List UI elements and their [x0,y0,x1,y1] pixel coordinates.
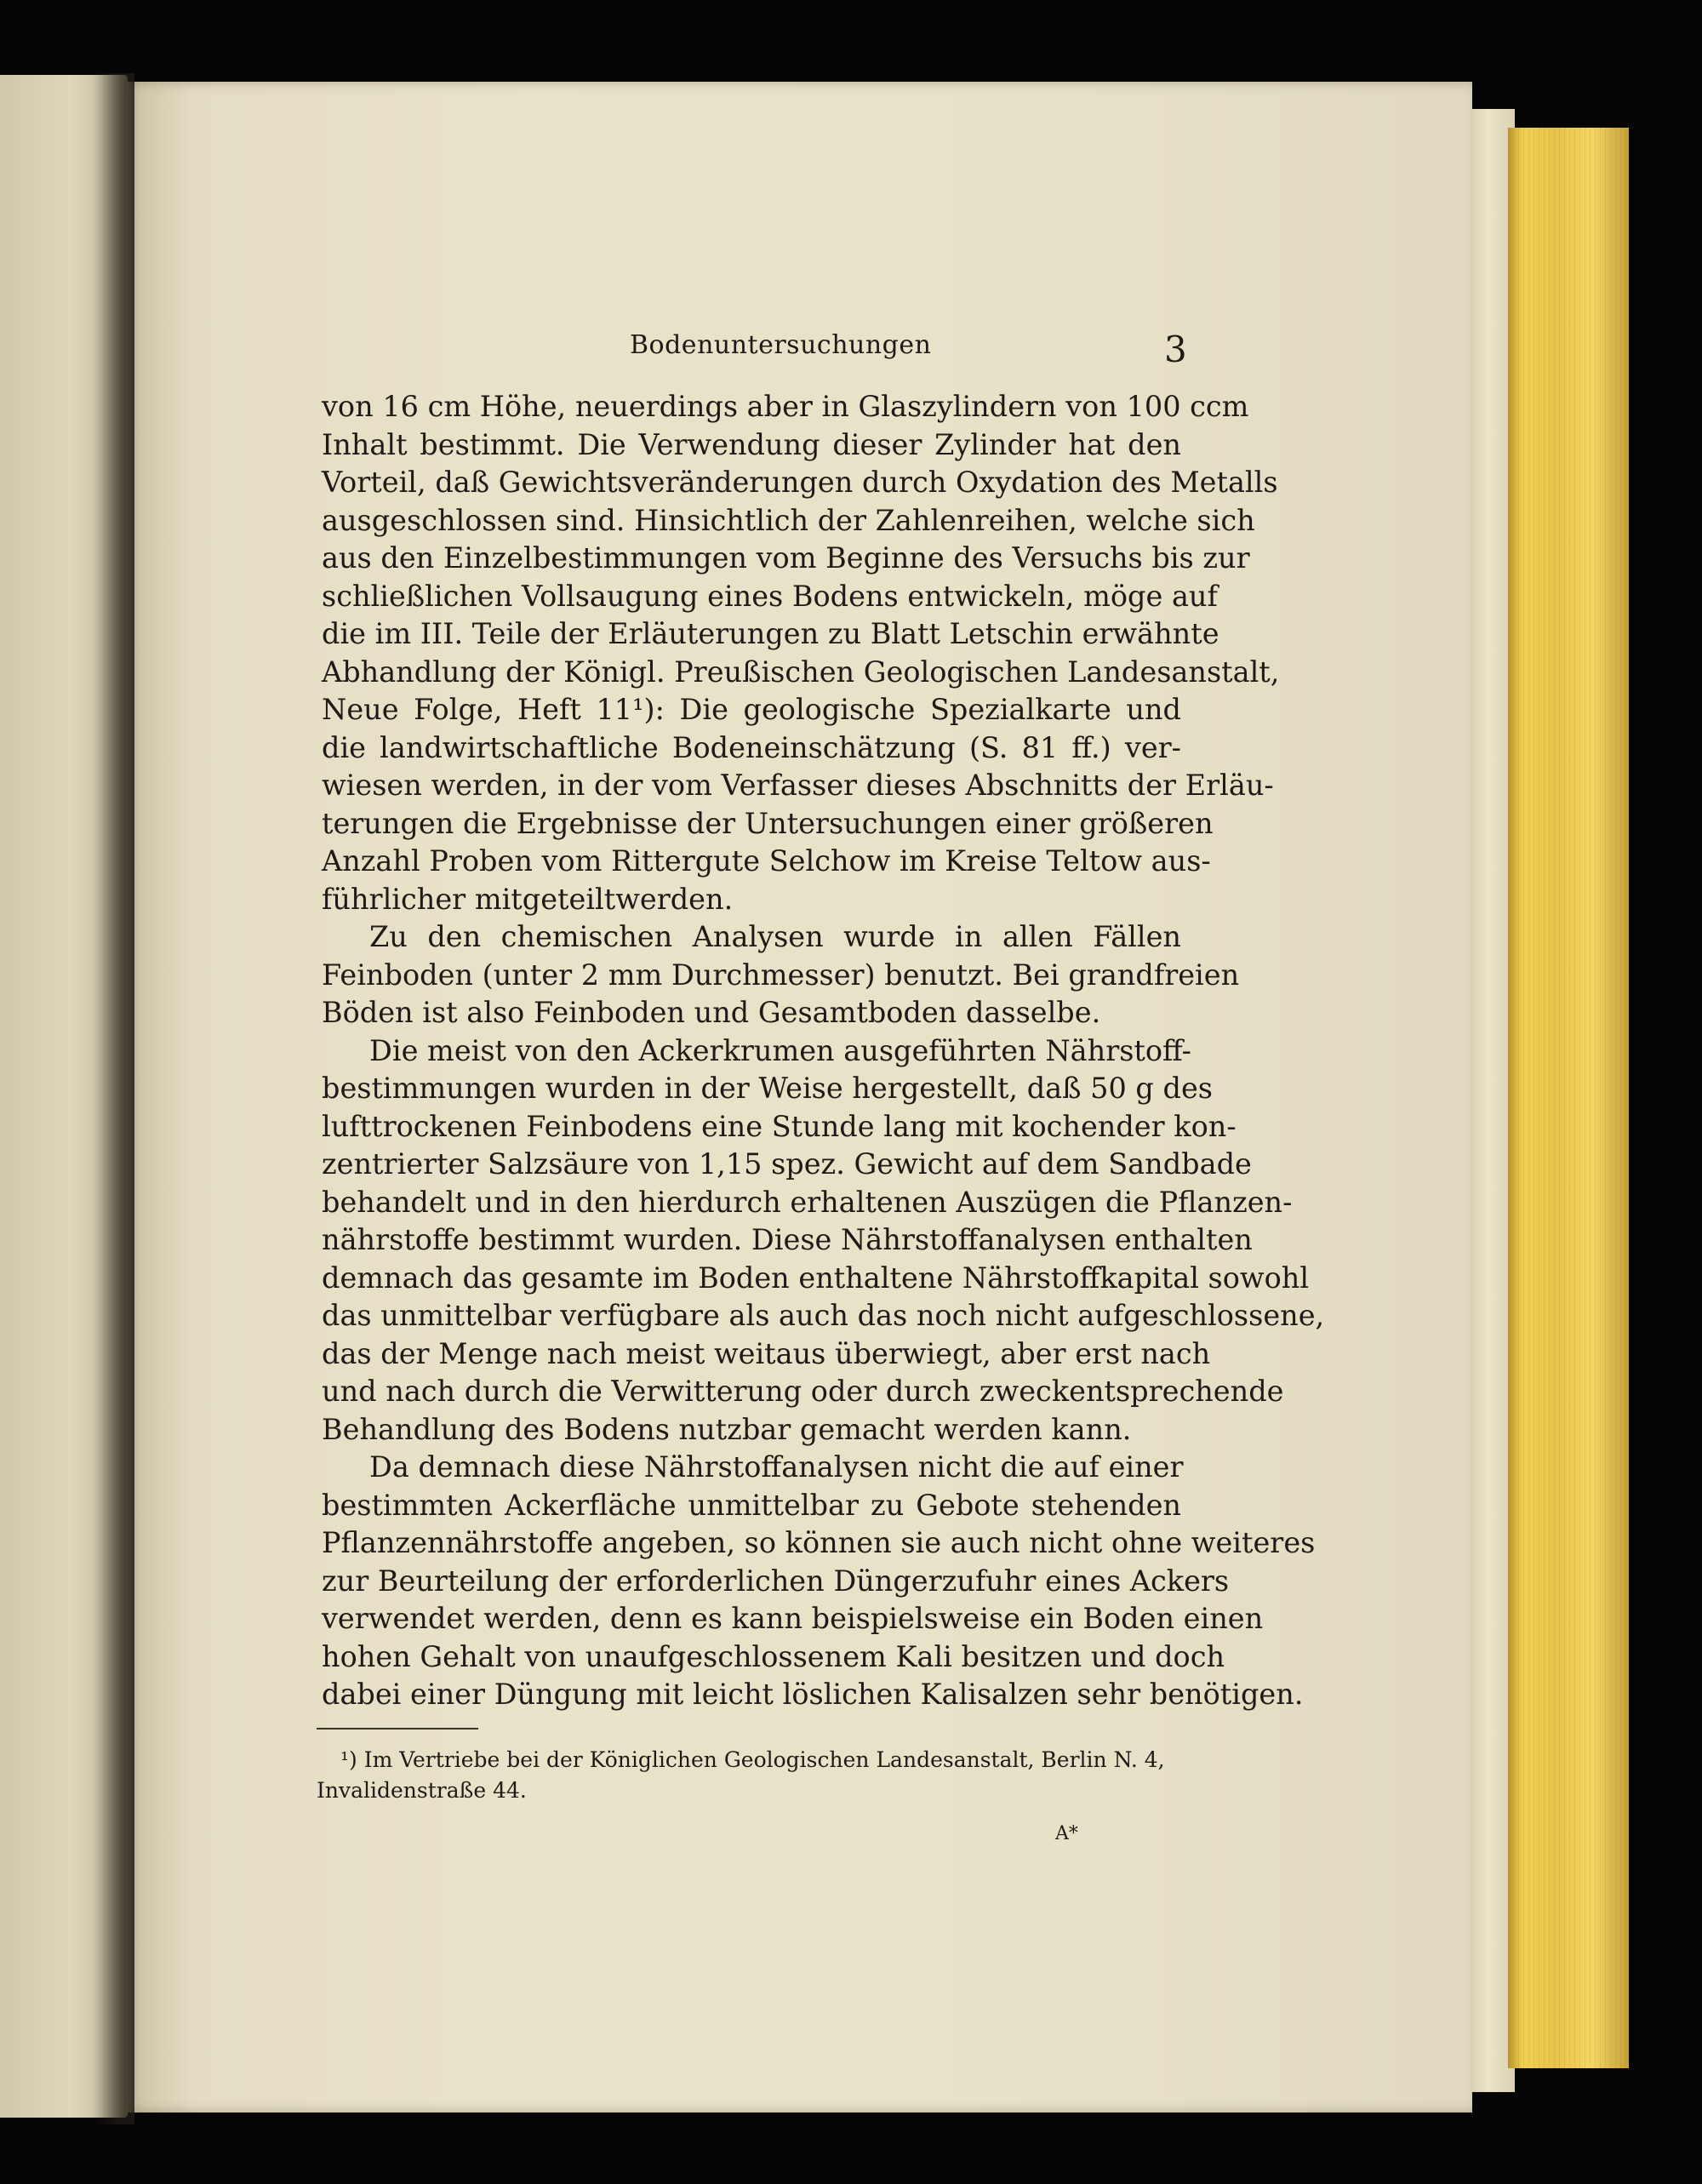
footnote-line: ¹) Im Vertriebe bei der Königlichen Geologischen Landesanstalt, Berlin N. 4, [340,1747,1165,1772]
body-text [322,388,1325,1714]
text-line: zur Beurteilung der erforderlichen Düngerzufuhr eines Ackers [322,1564,1230,1598]
text-line: bestimmten Ackerfläche unmittelbar zu Gebote stehenden [322,1488,1181,1522]
text-line: Behandlung des Bodens nutzbar gemacht werden kann. [322,1412,1132,1446]
text-line: führlicher mitgeteiltwerden. [322,882,734,916]
text-line: von 16 cm Höhe, neuerdings aber in Glaszylindern von 100 ccm [322,390,1249,423]
text-line: hohen Gehalt von unaufgeschlossenem Kali besitzen und doch [322,1639,1225,1673]
text-line: Feinboden (unter 2 mm Durchmesser) benutzt. Bei grandfreien [322,958,1240,992]
text-line: nährstoffe bestimmt wurden. Diese Nährstoffanalysen enthalten [322,1223,1253,1256]
signature-mark: A* [1055,1823,1078,1844]
text-line: dabei einer Düngung mit leicht löslichen Kalisalzen sehr benötigen. [322,1678,1304,1711]
text-line: schließlichen Vollsaugung eines Bodens entwickeln, möge auf [322,579,1218,613]
text-line: die landwirtschaftliche Bodeneinschätzung (S. 81 ff.) ver- [322,730,1181,764]
text-line: terungen die Ergebnisse der Untersuchungen einer größeren [322,806,1214,840]
gilt-page-lines [1508,128,1629,2068]
text-line: Böden ist also Feinboden und Gesamtboden dasselbe. [322,996,1101,1029]
running-header: Bodenuntersuchungen [630,330,932,360]
text-line: Neue Folge, Heft 11¹): Die geologische Spezialkarte und [322,693,1181,726]
text-line: wiesen werden, in der vom Verfasser dieses Abschnitts der Erläu- [322,769,1274,802]
text-line: ausgeschlossen sind. Hinsichtlich der Zahlenreihen, welche sich [322,503,1255,537]
text-line: lufttrockenen Feinbodens eine Stunde lang mit kochender kon- [322,1109,1237,1143]
text-line: Die meist von den Ackerkrumen ausgeführten Nährstoff- [369,1033,1191,1067]
text-line: bestimmungen wurden in der Weise hergestellt, daß 50 g des [322,1072,1213,1105]
text-line: aus den Einzelbestimmungen vom Beginne des Versuchs bis zur [322,541,1250,575]
text-line: Pflanzennährstoffe angeben, so können sie auch nicht ohne weiteres [322,1526,1316,1559]
text-line: Vorteil, daß Gewichtsveränderungen durch Oxydation des Metalls [322,466,1278,499]
text-line: zentrierter Salzsäure von 1,15 spez. Gewicht auf dem Sandbade [322,1147,1252,1181]
text-line: verwendet werden, denn es kann beispielsweise ein Boden einen [322,1602,1264,1635]
footnote-rule [317,1728,478,1729]
footnote [317,1745,1176,1806]
text-line: die im III. Teile der Erläuterungen zu Blatt Letschin erwähnte [322,617,1219,650]
text-line: behandelt und in den hierdurch erhaltenen Auszügen die Pflanzen- [322,1185,1293,1219]
text-line: das der Menge nach meist weitaus überwiegt, aber erst nach [322,1336,1211,1370]
text-line: Anzahl Proben vom Rittergute Selchow im Kreise Teltow aus- [322,844,1211,878]
text-line: Inhalt bestimmt. Die Verwendung dieser Zylinder hat den [322,427,1181,461]
text-line: Abhandlung der Königl. Preußischen Geologischen Landesanstalt, [322,655,1280,689]
footnote-line: Invalidenstraße 44. [317,1778,527,1803]
text-line: Zu den chemischen Analysen wurde in allen Fällen [369,920,1181,953]
text-line: und nach durch die Verwitterung oder durch zweckentsprechende [322,1375,1284,1408]
book-gutter [94,73,134,2124]
text-line: Da demnach diese Nährstoffanalysen nicht die auf einer [369,1450,1184,1484]
text-line: demnach das gesamte im Boden enthaltene Nährstoffkapital sowohl [322,1261,1310,1295]
page-number: 3 [1164,329,1187,370]
text-line: das unmittelbar verfügbare als auch das noch nicht aufgeschlossene, [322,1299,1325,1332]
